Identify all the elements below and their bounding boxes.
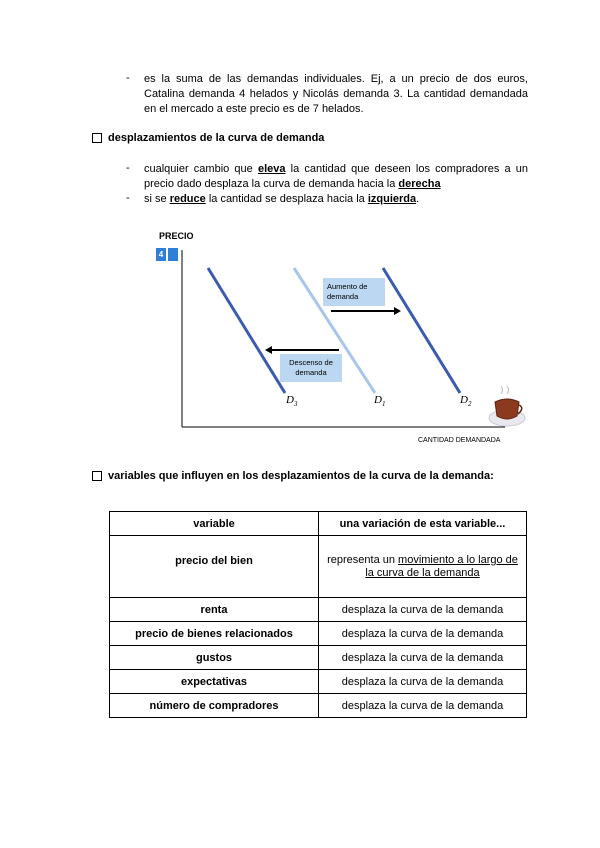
table-header-row [110, 512, 527, 536]
keyword-izquierda: izquierda [367, 193, 417, 205]
intro-line-1: es la suma de las demandas individuales. Ej, a un precio de dos euros, [144, 73, 528, 85]
demand-shift-chart [155, 228, 535, 450]
intro-paragraph [144, 72, 528, 117]
header-variable: variable [110, 512, 319, 536]
label-d3 [286, 394, 297, 408]
text: Aumento de [327, 282, 368, 291]
curve-d2 [383, 268, 460, 393]
cell-effect: desplaza la curva de la demanda [319, 646, 527, 670]
text: D [374, 394, 382, 406]
annotation-descenso [280, 358, 342, 378]
text: representa un [327, 554, 399, 566]
cell-variable: número de compradores [110, 694, 319, 718]
intro-bullet-dash: - [126, 72, 130, 84]
badge-number: 4 [158, 250, 164, 259]
section-heading-variables [92, 470, 494, 482]
text: la cantidad se desplaza hacia la [205, 193, 368, 205]
text: . [416, 193, 420, 205]
cell-variable: expectativas [110, 670, 319, 694]
cell-effect [319, 536, 527, 598]
section-title: variables que influyen en los desplazamientos de la curva de la demanda: [108, 470, 494, 482]
text: 1 [381, 400, 386, 409]
cell-effect: desplaza la curva de la demanda [319, 670, 527, 694]
text: D [460, 394, 468, 406]
text: precio dado desplaza la curva de demanda hacia la [144, 178, 399, 190]
table-row [110, 694, 527, 718]
chart-svg [155, 228, 535, 450]
intro-line-3: en el mercado a este precio es de 7 helados. [144, 103, 364, 115]
text: demanda [295, 368, 327, 377]
bullet-eleva-line-1 [144, 162, 528, 177]
x-axis-label: CANTIDAD DEMANDADA [418, 437, 501, 444]
text: cualquier cambio que [144, 163, 258, 175]
text: movimiento a lo largo de [398, 554, 518, 566]
intro-line-2: Catalina demanda 4 helados y Nicolás demanda 3. La cantidad demandada [144, 88, 528, 100]
text: 3 [293, 400, 298, 409]
bullet-reduce [144, 192, 528, 207]
keyword-derecha: derecha [398, 178, 441, 190]
label-d2 [460, 394, 471, 408]
keyword-eleva: eleva [257, 163, 286, 175]
coffee-cup-icon [489, 386, 525, 426]
table-row [110, 536, 527, 598]
cell-variable: precio de bienes relacionados [110, 622, 319, 646]
text: demanda [327, 292, 359, 301]
table-row [110, 598, 527, 622]
arrow-descenso-head [265, 346, 272, 354]
keyword-reduce: reduce [169, 193, 206, 205]
text: si se [144, 193, 170, 205]
cell-variable: renta [110, 598, 319, 622]
text: la cantidad que deseen los compradores a un [285, 163, 528, 175]
curve-d3 [208, 268, 285, 393]
text: Descenso de [289, 358, 333, 367]
table-row [110, 646, 527, 670]
cell-variable: gustos [110, 646, 319, 670]
cell-effect: desplaza la curva de la demanda [319, 598, 527, 622]
header-effect: una variación de esta variable... [319, 512, 527, 536]
bullet-eleva-line-2 [144, 177, 528, 192]
label-d1 [374, 394, 385, 408]
checkbox-icon [92, 133, 102, 143]
text: 2 [467, 400, 472, 409]
text: D [286, 394, 294, 406]
bullet-dash-1: - [126, 162, 130, 174]
section-title: desplazamientos de la curva de demanda [108, 132, 325, 144]
text: la curva de la demanda [365, 567, 480, 579]
variables-table [109, 511, 527, 718]
arrow-aumento-head [394, 307, 401, 315]
cell-variable: precio del bien [110, 536, 319, 598]
table-row [110, 622, 527, 646]
annotation-aumento [327, 282, 383, 302]
cell-effect: desplaza la curva de la demanda [319, 622, 527, 646]
y-axis-label: PRECIO [159, 231, 194, 241]
checkbox-icon [92, 471, 102, 481]
table-row [110, 670, 527, 694]
bullet-dash-2: - [126, 192, 130, 204]
cell-effect: desplaza la curva de la demanda [319, 694, 527, 718]
bullet-eleva [144, 162, 528, 192]
section-heading-desplazamientos [92, 132, 324, 144]
